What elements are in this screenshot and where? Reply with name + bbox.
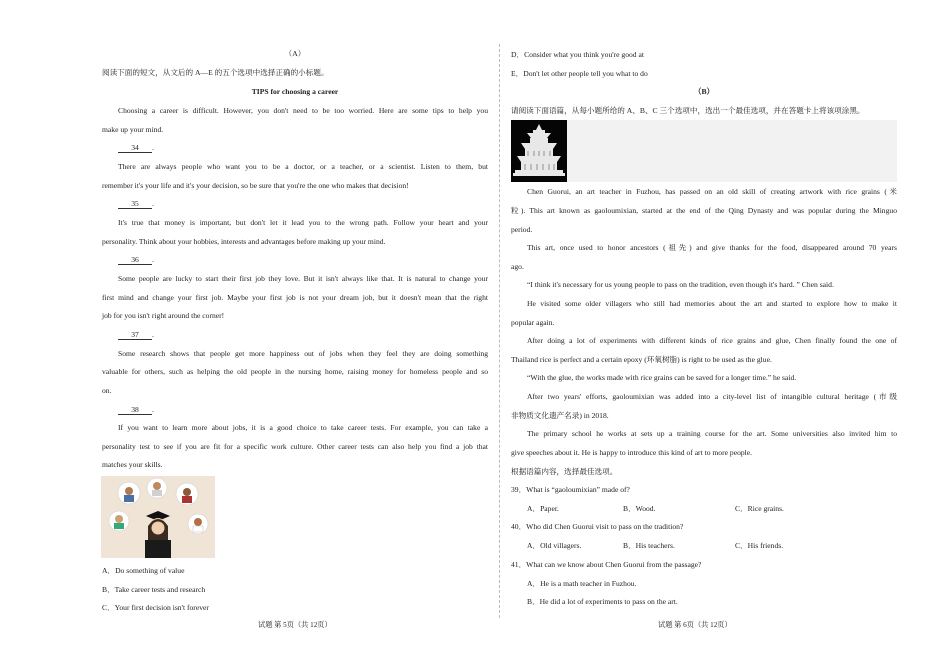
blank-37: 37 . bbox=[102, 330, 488, 340]
rice-pagoda-image bbox=[511, 120, 897, 182]
option-c: C．Your first decision isn't forever bbox=[102, 603, 209, 612]
p3-line1: It's true that money is important, but don't let it lead you to the wrong path. Follow your heart and your bbox=[118, 218, 488, 227]
option-a: A．Do something of value bbox=[102, 566, 185, 575]
career-people-image bbox=[101, 476, 215, 558]
column-divider bbox=[499, 44, 500, 618]
p4-line1: Some people are lucky to start their first job they love. But it isn't always like that. It is natural to change your bbox=[118, 274, 488, 283]
instruction-a: 阅读下面的短文，从文后的 A—E 的五个选项中选择正确的小标题。 bbox=[102, 68, 329, 77]
b-p5-line2: Thailand rice is perfect and a certain epoxy (环氧树脂) is right to be used as the glue. bbox=[511, 355, 772, 364]
q39-option-a[interactable]: A．Paper. bbox=[527, 504, 559, 513]
blank-36: 36 . bbox=[102, 255, 488, 265]
p5-line2: valuable for others, such as helping the old people in the nursing home, raising money for homeless people and so bbox=[102, 367, 488, 376]
q41-option-b[interactable]: B．He did a lot of experiments to pass on the art. bbox=[527, 597, 678, 606]
b-p1-line1: Chen Guorui, an art teacher in Fuzhou, has passed on an old skill of creating artwork with rice grains (米 bbox=[527, 187, 897, 196]
b-p7-line2: 非物质文化遗产名录) in 2018. bbox=[511, 411, 609, 420]
passage-title: TIPS for choosing a career bbox=[251, 87, 339, 96]
blank-35: 35 . bbox=[102, 199, 488, 209]
p2-line1: There are always people who want you to be a doctor, or a teacher, or a scientist. Listen to them, but bbox=[118, 162, 488, 171]
pagoda-photo bbox=[511, 120, 567, 182]
p6-line2: personality test to see if you are fit for a specific work culture. Other career tests can also help you find a job that bbox=[102, 442, 488, 451]
footer-page-5: 试题 第 5页（共 12页） bbox=[258, 621, 332, 629]
option-b: B．Take career tests and research bbox=[102, 585, 206, 594]
option-d: D．Consider what you think you're good at bbox=[511, 50, 644, 59]
p5-line1: Some research shows that people get more happiness out of jobs when they feel they are doing something bbox=[118, 349, 488, 358]
footer-page-6: 试题 第 6页（共 12页） bbox=[658, 621, 732, 629]
question-instruction: 根据语篇内容，选择最佳选项。 bbox=[511, 467, 618, 476]
instruction-b: 请阅读下面语篇，从每小题所给的 A、B、C 三个选项中，选出一个最佳选项，并在答题卡上将该项涂黑。 bbox=[511, 106, 865, 115]
b-p1-line3: period. bbox=[511, 225, 533, 234]
blank-38: 38 . bbox=[102, 405, 488, 415]
b-p5-line1: After doing a lot of experiments with different kinds of rice grains and glue, Chen finally found the one of bbox=[527, 336, 897, 345]
b-p3: “I think it's necessary for us young people to pass on the tradition, even though it's hard. ” Chen said. bbox=[527, 280, 834, 289]
section-b-heading: （B） bbox=[693, 87, 715, 96]
p1-line2: make up your mind. bbox=[102, 125, 164, 134]
b-p8-line2: give speeches about it. He is happy to introduce this kind of art to more people. bbox=[511, 448, 753, 457]
b-p2-line2: ago. bbox=[511, 262, 524, 271]
p4-line2: first mind and change your first job. Maybe your first job is not your dream job, but it doesn't mean that the right bbox=[102, 293, 488, 302]
q39-option-b[interactable]: B．Wood. bbox=[623, 504, 656, 513]
p6-line1: If you want to learn more about jobs, it is a good choice to take career tests. For example, you can take a bbox=[118, 423, 488, 432]
pagoda-illustration bbox=[511, 120, 567, 182]
q40-option-c[interactable]: C．His friends. bbox=[735, 541, 784, 550]
b-p8-line1: The primary school he works at sets up a training course for the art. Some universities also invited him to bbox=[527, 429, 897, 438]
b-p7-line1: After two years' efforts, gaoloumixian was added into a city-level list of intangible cultural heritage (市级 bbox=[527, 392, 897, 401]
question-40: 40．Who did Chen Guorui visit to pass on the tradition? bbox=[511, 522, 684, 531]
q40-option-b[interactable]: B．His teachers. bbox=[623, 541, 675, 550]
question-41: 41．What can we know about Chen Guorui from the passage? bbox=[511, 560, 702, 569]
question-39: 39．What is “gaoloumixian” made of? bbox=[511, 485, 630, 494]
blank-34: 34 . bbox=[102, 143, 488, 153]
q41-option-a[interactable]: A．He is a math teacher in Fuzhou. bbox=[527, 579, 637, 588]
question-40-options bbox=[511, 541, 897, 551]
q39-option-c[interactable]: C．Rice grains. bbox=[735, 504, 784, 513]
section-a-heading: （A） bbox=[284, 49, 306, 58]
option-e: E．Don't let other people tell you what to do bbox=[511, 69, 648, 78]
p6-line3: matches your skills. bbox=[102, 460, 163, 469]
b-p2-line1: This art, once used to honor ancestors (祖先) and give thanks for the food, disappeared around 70 years bbox=[527, 243, 897, 252]
p2-line2: remember it's your life and it's your decision, so be sure that you're the one who makes that decision! bbox=[102, 181, 409, 190]
career-people-illustration bbox=[101, 476, 215, 558]
question-39-options bbox=[511, 504, 897, 514]
q40-option-a[interactable]: A．Old villagers. bbox=[527, 541, 582, 550]
p1-line1: Choosing a career is difficult. However, you don't need to be too worried. Here are some tips to help you bbox=[118, 106, 488, 115]
b-p6: “With the glue, the works made with rice grains can be saved for a longer time.” he said. bbox=[527, 373, 797, 382]
p5-line3: on. bbox=[102, 386, 112, 395]
p4-line3: job for you isn't right around the corner! bbox=[102, 311, 225, 320]
b-p4-line2: popular again. bbox=[511, 318, 555, 327]
p3-line2: personality. Think about your hobbies, interests and advantages before making up your mind. bbox=[102, 237, 386, 246]
b-p4-line1: He visited some older villagers who still had memories about the art and started to explore how to make it bbox=[527, 299, 897, 308]
b-p1-line2: 粒). This art known as gaoloumixian, started at the end of the Qing Dynasty and was popular during the Minguo bbox=[511, 206, 897, 215]
